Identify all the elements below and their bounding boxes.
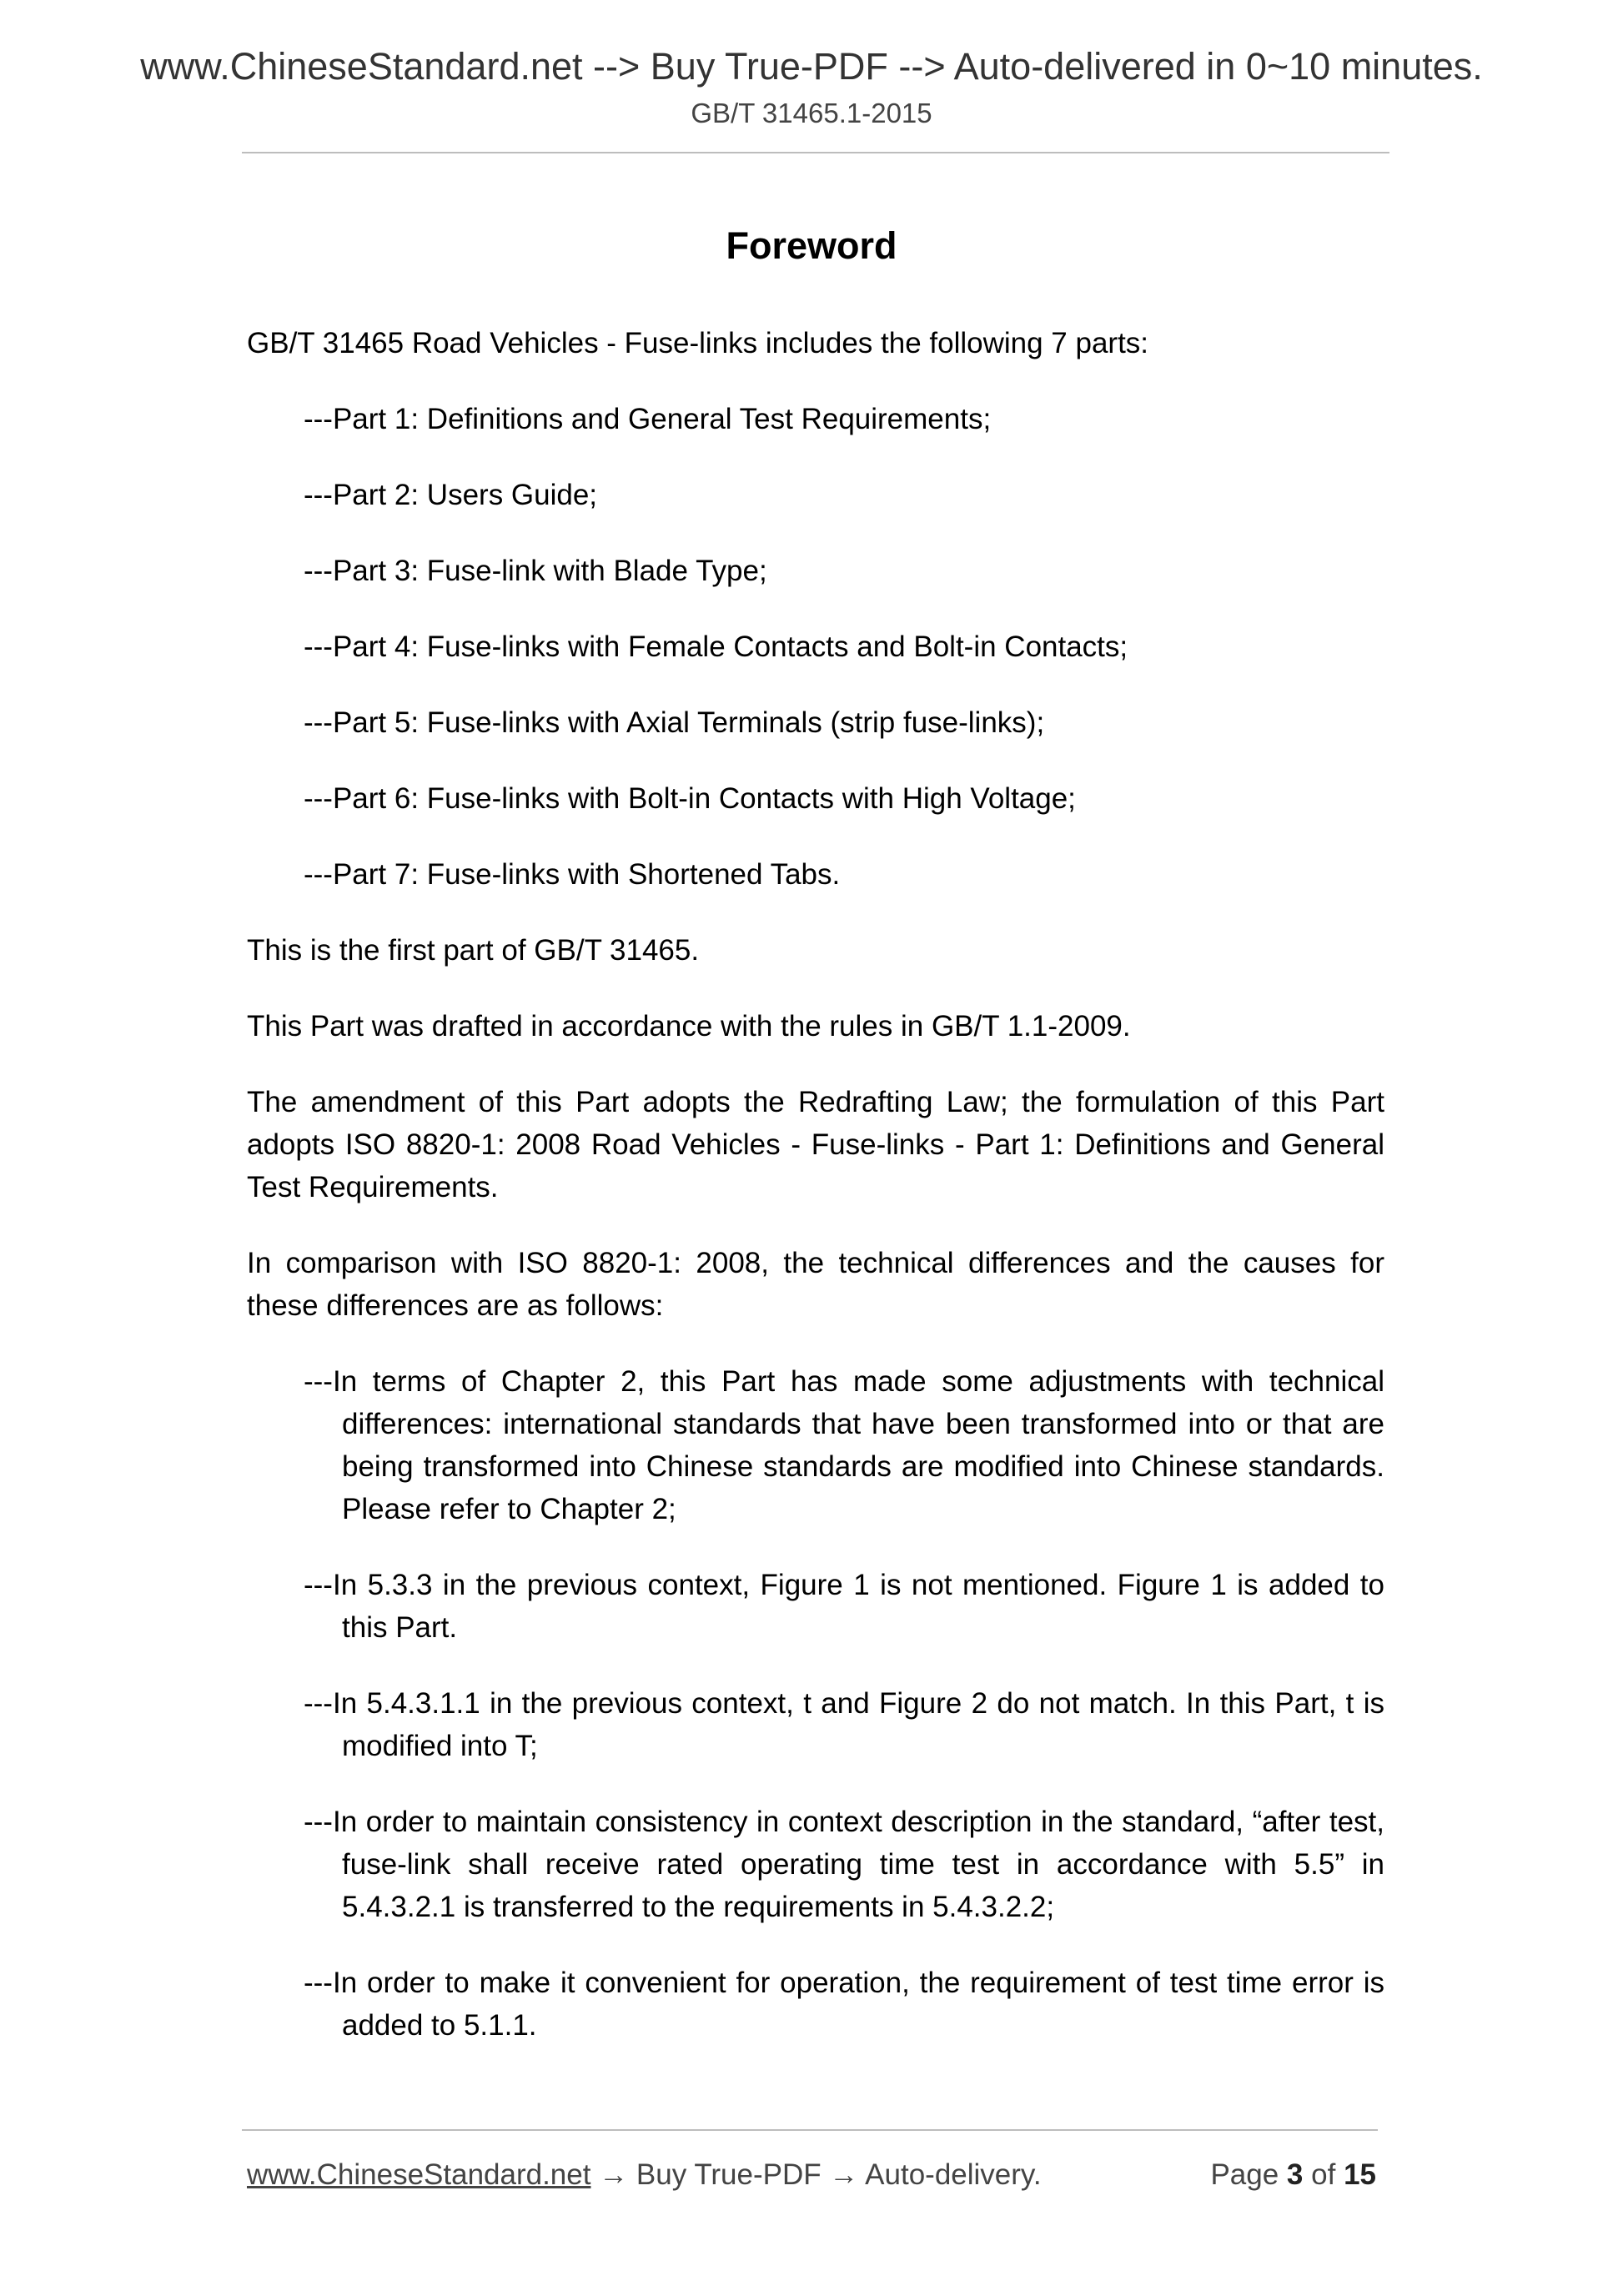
document-code: GB/T 31465.1-2015	[691, 98, 932, 128]
header-banner: www.ChineseStandard.net --> Buy True-PDF --> Auto-delivered in 0~10 minutes.	[140, 45, 1483, 88]
footer-tagline: → Buy True-PDF → Auto-delivery.	[590, 2158, 1042, 2191]
body-paragraph: This is the first part of GB/T 31465.	[247, 934, 700, 967]
page-title: Foreword	[726, 224, 897, 267]
body-paragraph: This Part was drafted in accordance with the rules in GB/T 1.1-2009.	[247, 1010, 1131, 1042]
page-number	[1210, 2154, 1376, 2196]
body-paragraph: In comparison with ISO 8820-1: 2008, the technical differences and the causes for these differences are as follows:	[247, 1247, 1384, 1322]
difference-list-item: ---In order to maintain consistency in context description in the standard, “after test, fuse-link shall receive rated operating time test in accordance with 5.5” in 5.4.3.2.1 is transferred to the requirements in 5.4.3.2.2;	[304, 1806, 1384, 1923]
part-list-item: ---Part 1: Definitions and General Test Requirements;	[304, 403, 992, 435]
total-page-count: 15	[1344, 2158, 1376, 2191]
part-list-item: ---Part 3: Fuse-link with Blade Type;	[304, 555, 767, 587]
body-paragraph: The amendment of this Part adopts the Redrafting Law; the formulation of this Part adopts ISO 8820-1: 2008 Road Vehicles - Fuse-links - Part 1: Definitions and General Test Requirements.	[247, 1086, 1384, 1203]
part-list-item: ---Part 6: Fuse-links with Bolt-in Contacts with High Voltage;	[304, 782, 1076, 815]
intro-paragraph: GB/T 31465 Road Vehicles - Fuse-links includes the following 7 parts:	[247, 327, 1149, 359]
header-divider	[242, 152, 1389, 153]
difference-list-item: ---In 5.3.3 in the previous context, Figure 1 is not mentioned. Figure 1 is added to this Part.	[304, 1569, 1384, 1644]
document-body	[247, 322, 1384, 2080]
current-page-number: 3	[1286, 2158, 1304, 2191]
part-list-item: ---Part 7: Fuse-links with Shortened Tabs.	[304, 858, 841, 891]
footer-promo	[247, 2154, 1042, 2196]
difference-list-item: ---In 5.4.3.1.1 in the previous context, t and Figure 2 do not match. In this Part, t is modified into T;	[304, 1687, 1384, 1762]
difference-list-item: ---In order to make it convenient for operation, the requirement of test time error is added to 5.1.1.	[304, 1967, 1384, 2042]
part-list-item: ---Part 2: Users Guide;	[304, 479, 598, 511]
page-of-label: of	[1311, 2158, 1336, 2191]
footer-divider	[242, 2129, 1378, 2131]
difference-list-item: ---In terms of Chapter 2, this Part has made some adjustments with technical differences: international standards that have been transformed into or that are being transformed into Chinese standards are modified into Chinese standards. Please refer to Chapter 2;	[304, 1365, 1384, 1525]
part-list-item: ---Part 4: Fuse-links with Female Contacts and Bolt-in Contacts;	[304, 631, 1128, 663]
part-list-item: ---Part 5: Fuse-links with Axial Terminals (strip fuse-links);	[304, 706, 1045, 739]
page-label: Page	[1210, 2158, 1279, 2191]
footer-website-link[interactable]: www.ChineseStandard.net	[247, 2158, 591, 2191]
